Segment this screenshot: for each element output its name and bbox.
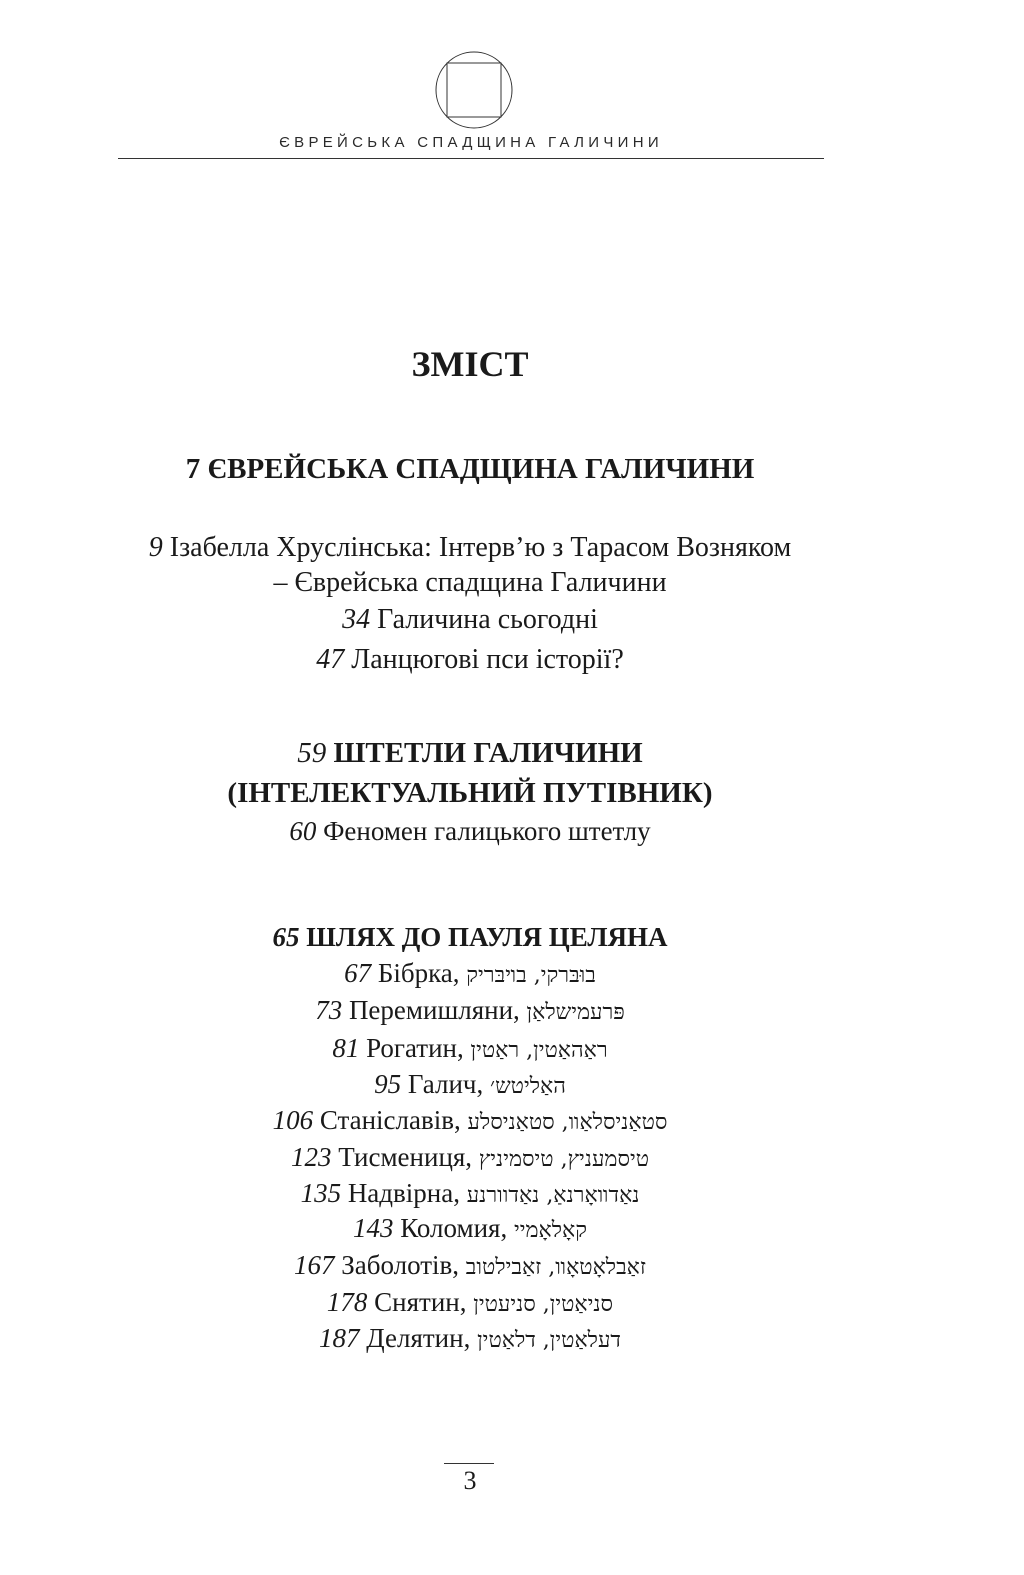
toc-section-heading[interactable]: [0, 920, 940, 954]
entry-page-number: 178: [326, 1287, 368, 1317]
page-number: 3: [463, 1466, 477, 1495]
entry-town-name: Надвірна,: [347, 1178, 460, 1208]
entry-yiddish-name: סניאַטין, סניעטין: [473, 1292, 614, 1317]
entry-yiddish-name: האַליטש׳: [490, 1074, 566, 1099]
toc-entry-continuation: [0, 566, 940, 600]
entry-title: Ланцюгові пси історії?: [351, 644, 624, 675]
toc-entry[interactable]: [0, 1176, 940, 1213]
toc-entry[interactable]: [0, 993, 940, 1030]
footer-divider: [444, 1463, 494, 1464]
toc-entry[interactable]: [0, 1248, 940, 1285]
toc-section-heading-line2: [0, 776, 940, 810]
toc-entry[interactable]: [0, 1321, 940, 1358]
entry-yiddish-name: דעלאַטין, דלאַטין: [477, 1328, 621, 1353]
entry-title-continuation: – Єврейська спадщина Галичини: [273, 567, 667, 598]
toc-entry[interactable]: [0, 956, 940, 993]
entry-yiddish-name: טיסמעניץ, טיסמיניץ: [478, 1147, 650, 1172]
entry-town-name: Бібрка,: [377, 958, 460, 988]
entry-yiddish-name: זאַבלאָטאָװ, זאַבילטוב: [465, 1255, 647, 1280]
entry-page-number: 67: [344, 958, 372, 988]
entry-town-name: Галич,: [407, 1069, 484, 1099]
entry-title: Галичина сьогодні: [377, 604, 598, 635]
entry-title: Феномен галицького штетлу: [323, 816, 651, 846]
entry-yiddish-name: נאַדװאָרנאַ, נאַדוורנע: [466, 1183, 640, 1208]
toc-entry[interactable]: [0, 531, 940, 565]
toc-entry[interactable]: [0, 1067, 940, 1104]
page-title: ЗМІСТ: [411, 344, 529, 384]
section-title: ШТЕТЛИ ГАЛИЧИНИ: [333, 737, 643, 769]
toc-entry[interactable]: [0, 1031, 940, 1068]
entry-town-name: Делятин,: [366, 1323, 471, 1353]
circle-square-logo-icon: [434, 50, 514, 130]
entry-page-number: 167: [293, 1250, 335, 1280]
running-header-title: ЄВРЕЙСЬКА СПАДЩИНА ГАЛИЧИНИ: [279, 134, 663, 151]
section-title: ШЛЯХ ДО ПАУЛЯ ЦЕЛЯНА: [306, 922, 668, 952]
entry-town-name: Станіславів,: [319, 1105, 461, 1135]
header-divider: [118, 158, 824, 159]
toc-entry[interactable]: [0, 1140, 940, 1177]
entry-yiddish-name: ראַהאַטין, ראַטין: [470, 1038, 608, 1063]
entry-town-name: Перемишляни,: [348, 995, 520, 1025]
entry-page-number: 143: [352, 1213, 394, 1243]
entry-yiddish-name: פּרעמישלאַן: [526, 1000, 625, 1025]
toc-section-heading[interactable]: [0, 452, 940, 486]
section-title: ЄВРЕЙСЬКА СПАДЩИНА ГАЛИЧИНИ: [207, 453, 755, 485]
entry-town-name: Снятин,: [374, 1287, 467, 1317]
entry-town-name: Коломия,: [400, 1213, 508, 1243]
toc-section-heading[interactable]: [0, 736, 940, 770]
entry-town-name: Тисмениця,: [338, 1142, 473, 1172]
toc-entry[interactable]: [0, 1211, 940, 1248]
entry-town-name: Заболотів,: [341, 1250, 460, 1280]
entry-yiddish-name: בוּבּרקי, בױבּריק: [466, 963, 596, 988]
toc-entry[interactable]: [0, 603, 940, 637]
toc-entry[interactable]: [0, 1103, 940, 1140]
entry-page-number: 135: [300, 1178, 342, 1208]
entry-title: Ізабелла Хруслінська: Інтерв’ю з Тарасом Возняком: [169, 532, 792, 563]
toc-entry[interactable]: [0, 814, 940, 848]
entry-page-number: 47: [316, 644, 345, 675]
section-page-number: 7: [185, 453, 201, 485]
entry-page-number: 187: [319, 1323, 360, 1353]
entry-yiddish-name: קאָלאָמיי: [513, 1218, 588, 1243]
entry-town-name: Рогатин,: [366, 1033, 464, 1063]
entry-page-number: 34: [342, 604, 371, 635]
section-page-number: 59: [297, 737, 327, 769]
toc-entry[interactable]: [0, 1285, 940, 1322]
entry-page-number: 73: [315, 995, 343, 1025]
entry-page-number: 81: [332, 1033, 360, 1063]
entry-page-number: 9: [148, 532, 163, 563]
toc-entry[interactable]: [0, 643, 940, 677]
entry-page-number: 123: [290, 1142, 332, 1172]
entry-page-number: 106: [272, 1105, 314, 1135]
section-title-line2: (ІНТЕЛЕКТУАЛЬНИЙ ПУТІВНИК): [227, 777, 713, 809]
entry-page-number: 95: [374, 1069, 402, 1099]
entry-page-number: 60: [289, 816, 317, 846]
section-page-number: 65: [272, 922, 300, 952]
entry-yiddish-name: סטאַניסלאַװ, סטאַניסלע: [467, 1110, 668, 1135]
